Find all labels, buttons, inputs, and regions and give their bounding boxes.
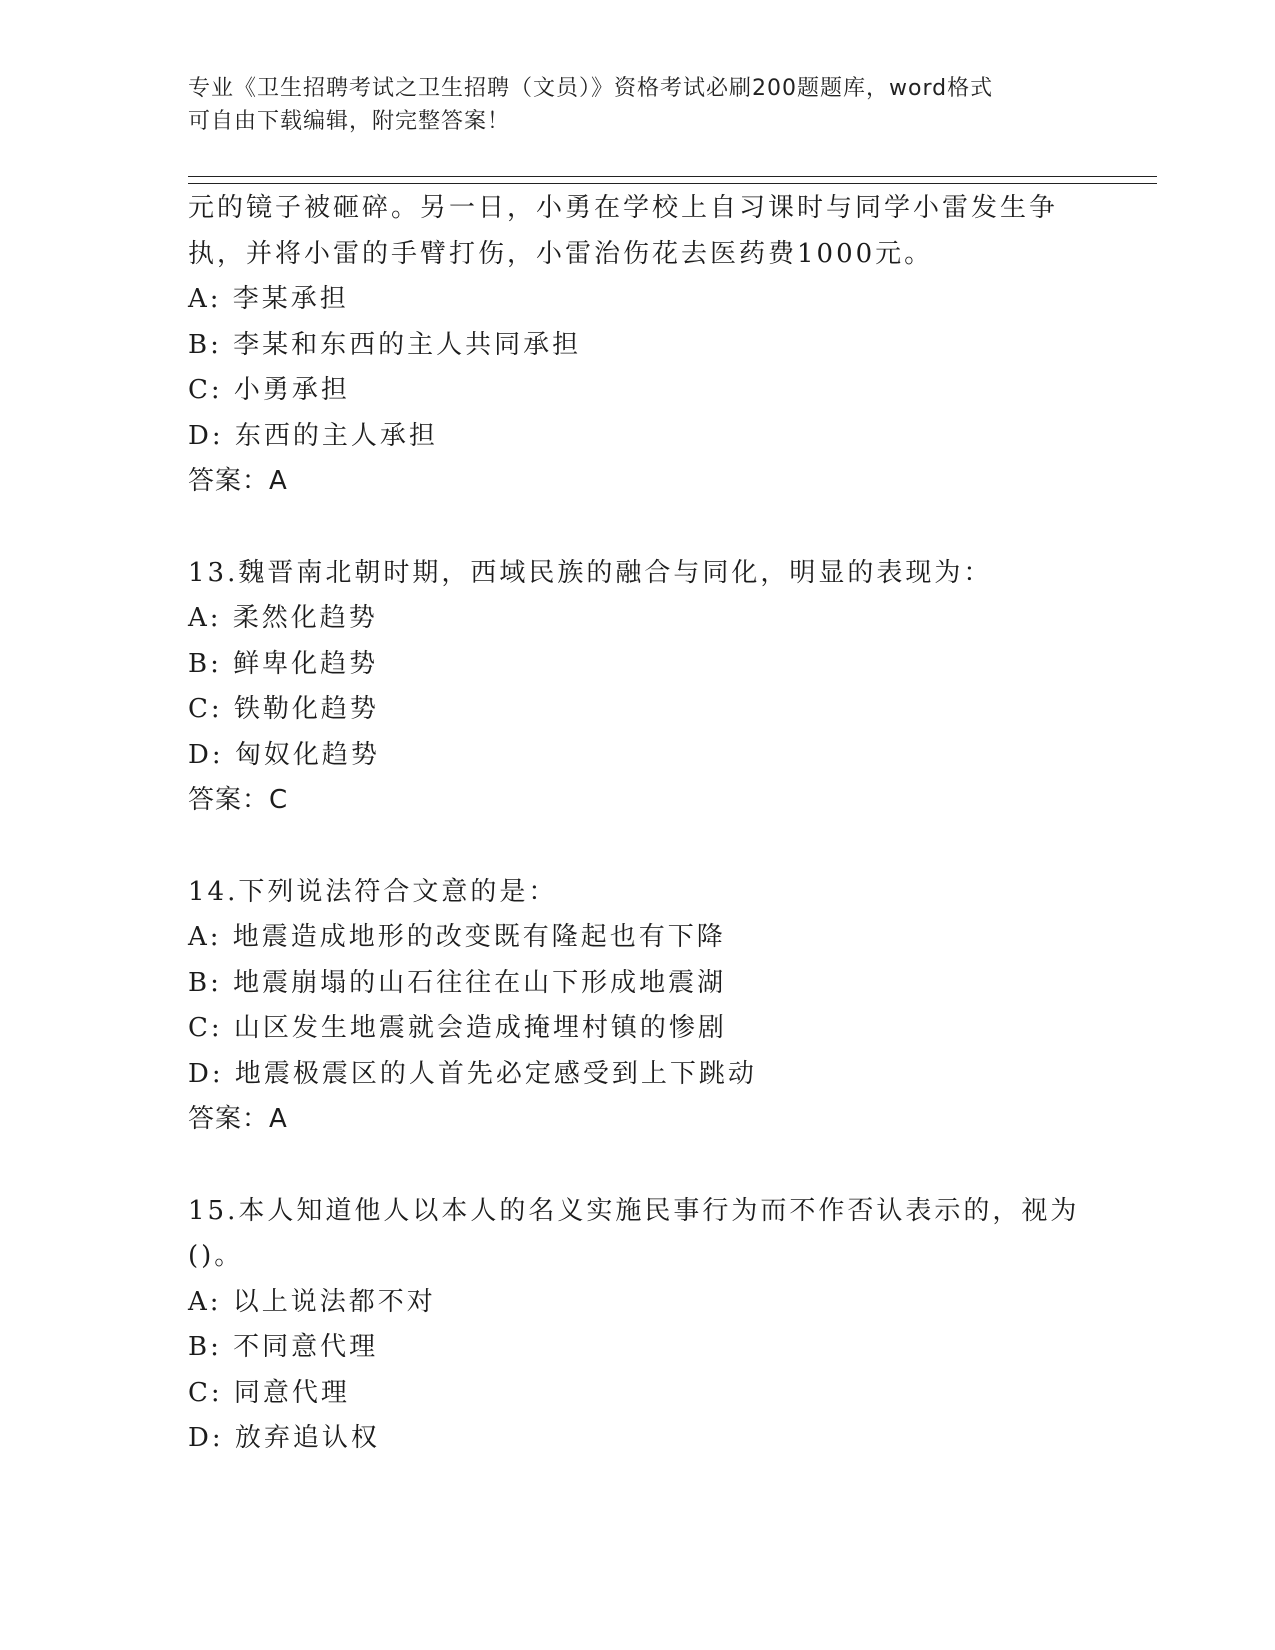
spacer bbox=[188, 1143, 1088, 1189]
option-c: C: 小勇承担 bbox=[188, 375, 350, 405]
answer-label: 答案：A bbox=[188, 466, 288, 496]
option-d: D: 东西的主人承担 bbox=[188, 420, 438, 451]
option-d: D: 放弃追认权 bbox=[188, 1423, 380, 1453]
header-rule-top bbox=[188, 176, 1157, 177]
question-content bbox=[188, 186, 1088, 1462]
option-b: B: 不同意代理 bbox=[188, 1332, 379, 1362]
question-12-continuation bbox=[188, 186, 1088, 505]
question-stem-line: ()。 bbox=[188, 1241, 244, 1271]
header-rule-bottom bbox=[188, 183, 1157, 184]
question-14 bbox=[188, 870, 1088, 1143]
spacer bbox=[188, 824, 1088, 870]
option-b: B: 地震崩塌的山石往往在山下形成地震湖 bbox=[188, 967, 727, 998]
question-stem: 13.魏晋南北朝时期，西域民族的融合与同化，明显的表现为： bbox=[188, 557, 993, 588]
answer-label: 答案：C bbox=[188, 785, 289, 815]
header-line-2: 可自由下载编辑，附完整答案！ bbox=[188, 109, 511, 134]
option-d: D: 地震极震区的人首先必定感受到上下跳动 bbox=[188, 1058, 757, 1089]
document-header bbox=[188, 72, 1088, 138]
option-c: C: 铁勒化趋势 bbox=[188, 694, 379, 724]
question-stem-line: 执，并将小雷的手臂打伤，小雷治伤花去医药费1000元。 bbox=[188, 238, 934, 269]
option-a: A: 地震造成地形的改变既有隆起也有下降 bbox=[188, 922, 726, 952]
answer-label: 答案：A bbox=[188, 1104, 288, 1134]
question-stem: 14.下列说法符合文意的是： bbox=[188, 876, 558, 907]
header-line-1: 专业《卫生招聘考试之卫生招聘（文员）》资格考试必刷200题题库，word格式 bbox=[188, 76, 994, 101]
option-c: C: 同意代理 bbox=[188, 1377, 350, 1408]
question-stem-line: 元的镜子被砸碎。另一日，小勇在学校上自习课时与同学小雷发生争 bbox=[188, 193, 1059, 223]
option-a: A: 以上说法都不对 bbox=[188, 1286, 436, 1317]
question-13 bbox=[188, 551, 1088, 824]
option-c: C: 山区发生地震就会造成掩埋村镇的惨剧 bbox=[188, 1013, 727, 1043]
spacer bbox=[188, 505, 1088, 551]
question-15 bbox=[188, 1189, 1088, 1462]
option-d: D: 匈奴化趋势 bbox=[188, 739, 380, 770]
option-a: A: 李某承担 bbox=[188, 284, 349, 314]
option-b: B: 李某和东西的主人共同承担 bbox=[188, 329, 582, 360]
option-a: A: 柔然化趋势 bbox=[188, 603, 378, 633]
question-stem-line: 15.本人知道他人以本人的名义实施民事行为而不作否认表示的，视为 bbox=[188, 1195, 1080, 1226]
option-b: B: 鲜卑化趋势 bbox=[188, 648, 379, 679]
